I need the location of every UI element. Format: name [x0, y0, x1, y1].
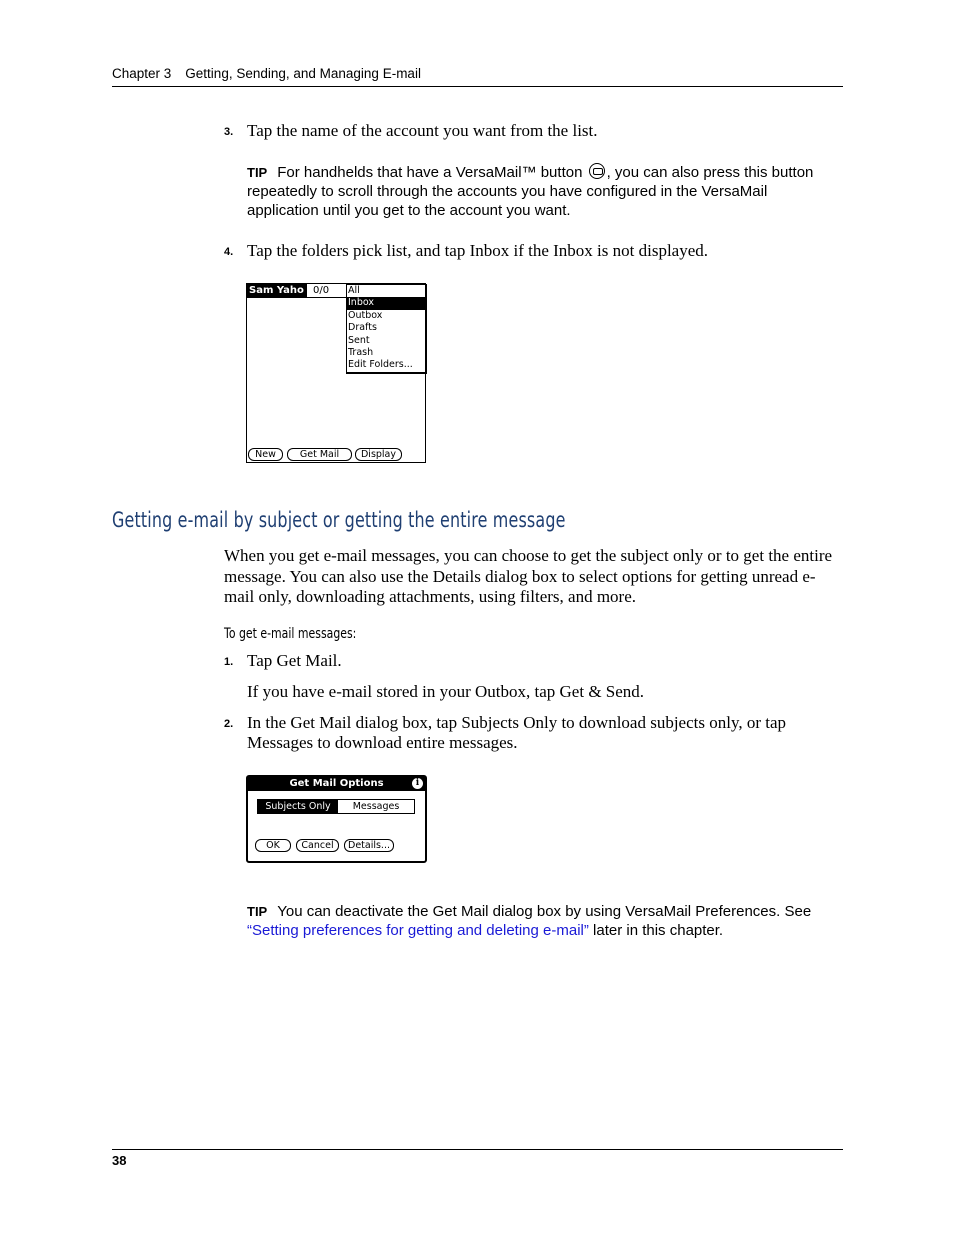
tip-label: TIP — [247, 904, 268, 919]
folder-item-outbox[interactable]: Outbox — [348, 309, 383, 321]
title-underline — [247, 297, 347, 298]
step-text: Tap the folders pick list, and tap Inbox if the Inbox is not displayed. — [247, 241, 709, 260]
folder-item-all[interactable]: All — [348, 285, 360, 296]
step-text: Tap Get Mail. — [247, 651, 342, 670]
tip-text: For handhelds that have a VersaMail™ button — [277, 164, 583, 181]
step-text: In the Get Mail dialog box, tap Subjects Only to download subjects only, or tap Messages to download entire messages. — [247, 713, 787, 752]
chapter-label: Chapter 3 — [112, 66, 172, 81]
info-icon[interactable]: i — [412, 778, 423, 789]
procedure-heading: To get e-mail messages: — [224, 626, 357, 642]
folders-pick-list[interactable] — [346, 284, 427, 374]
tip-label: TIP — [247, 165, 268, 180]
download-option-selector[interactable] — [257, 799, 415, 814]
messages-option[interactable]: Messages — [352, 801, 400, 812]
folder-item-inbox[interactable]: Inbox — [347, 297, 425, 309]
dialog-title: Get Mail Options — [248, 777, 425, 791]
get-mail-button[interactable]: Get Mail — [287, 448, 352, 461]
preferences-link[interactable]: “Setting preferences for getting and deleting e-mail” — [247, 922, 589, 939]
get-mail-options-dialog — [246, 775, 427, 863]
new-button[interactable]: New — [248, 448, 283, 461]
tip-text-continued: later in this chapter. — [588, 922, 724, 939]
running-header — [112, 66, 421, 81]
step-note: If you have e-mail stored in your Outbox, tap Get & Send. — [247, 682, 645, 701]
folder-item-edit-folders[interactable]: Edit Folders... — [348, 359, 413, 371]
tip-text-continued: , you can also press this button repeatedly to scroll through the accounts you have configured in the VersaMail application until you get to the account you want. — [247, 164, 814, 219]
folder-item-drafts[interactable]: Drafts — [348, 322, 377, 334]
folder-item-trash[interactable]: Trash — [348, 346, 374, 358]
details-button[interactable]: Details... — [344, 839, 394, 852]
tip-box — [247, 902, 837, 940]
account-title[interactable]: Sam Yaho — [247, 284, 307, 298]
tip-box — [247, 163, 837, 220]
section-heading: Getting e-mail by subject or getting the entire message — [112, 508, 566, 532]
ok-button[interactable]: OK — [255, 839, 291, 852]
chapter-title: Getting, Sending, and Managing E-mail — [185, 66, 421, 81]
folder-item-sent[interactable]: Sent — [348, 334, 370, 346]
step-number: 2. — [224, 718, 234, 730]
tip-text: You can deactivate the Get Mail dialog box by using VersaMail Preferences. See — [277, 903, 812, 920]
cancel-button[interactable]: Cancel — [296, 839, 339, 852]
page-number: 38 — [112, 1153, 127, 1168]
step-number: 3. — [224, 126, 234, 138]
step-number: 4. — [224, 246, 234, 258]
section-paragraph: When you get e-mail messages, you can choose to get the subject only or to get the entire message. You can also use the Details dialog box to select options for getting unread e-mail only, downloading attachments, using filters, and more. — [224, 546, 833, 606]
versamail-button-icon — [589, 163, 605, 179]
step-number: 1. — [224, 656, 234, 668]
subjects-only-option[interactable]: Subjects Only — [258, 800, 338, 813]
header-rule — [112, 86, 843, 87]
message-count: 0/0 — [313, 285, 330, 296]
footer-rule — [112, 1149, 843, 1150]
step-text: Tap the name of the account you want from the list. — [247, 121, 598, 140]
display-button[interactable]: Display — [355, 448, 402, 461]
inbox-screenshot — [246, 283, 426, 463]
